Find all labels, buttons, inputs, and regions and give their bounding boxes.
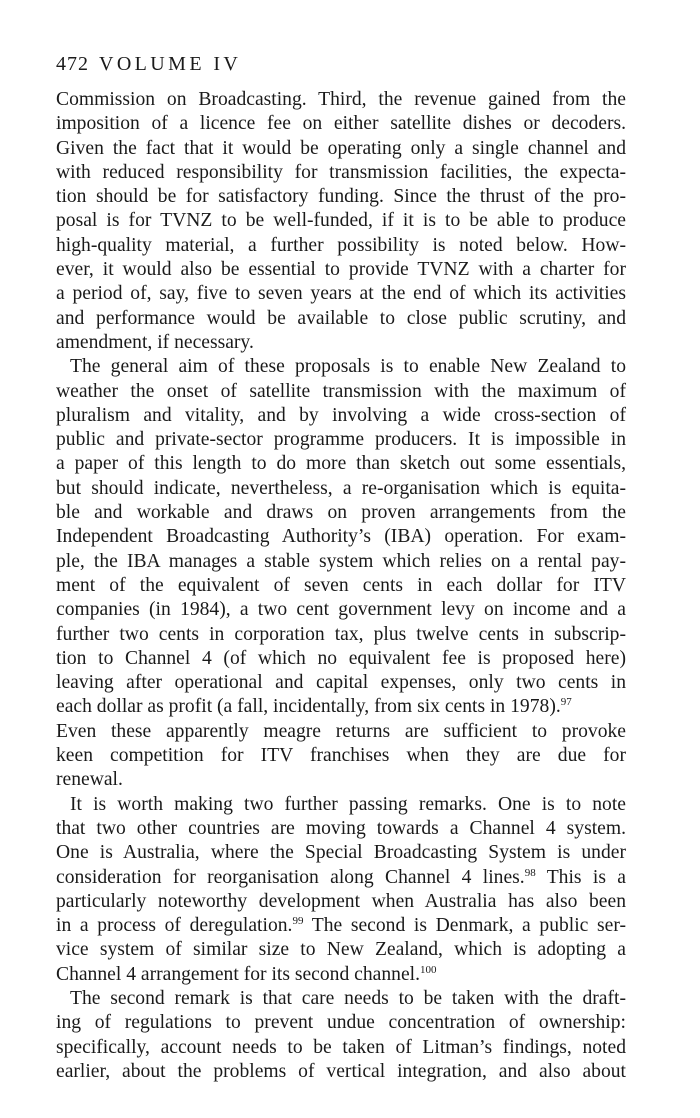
text-line: and performance would be available to close public scrutiny, and bbox=[56, 307, 626, 329]
text-line: specifically, account needs to be taken of Litman’s findings, noted bbox=[56, 1036, 626, 1058]
text-line: imposition of a licence fee on either satellite dishes or decoders. bbox=[56, 113, 626, 135]
text-line bbox=[56, 866, 626, 890]
text-line-content: The second is Denmark, a public ser- bbox=[303, 915, 626, 937]
text-line: It is worth making two further passing remarks. One is to note bbox=[70, 793, 626, 815]
text-line: ing of regulations to prevent undue concentration of ownership: bbox=[56, 1012, 626, 1034]
paragraph-4 bbox=[56, 987, 626, 1084]
text-line-content: This is a bbox=[535, 866, 626, 888]
paragraph-2 bbox=[56, 355, 626, 792]
text-line: Even these apparently meagre returns are sufficient to provoke bbox=[56, 720, 626, 742]
text-line bbox=[56, 695, 626, 719]
text-line-content: each dollar as profit (a fall, incidentally, from six cents in 1978). bbox=[56, 696, 561, 718]
text-line: Commission on Broadcasting. Third, the revenue gained from the bbox=[56, 89, 626, 110]
text-line: a period of, say, five to seven years at the end of which its activities bbox=[56, 283, 626, 305]
text-line: The second remark is that care needs to be taken with the draft- bbox=[70, 987, 626, 1009]
text-line: leaving after operational and capital expenses, only two cents in bbox=[56, 672, 626, 694]
paragraph-1 bbox=[56, 88, 626, 355]
text-line: Independent Broadcasting Authority’s (IBA) operation. For exam- bbox=[56, 526, 626, 548]
text-line: posal is for TVNZ to be well-funded, if it is to be able to produce bbox=[56, 210, 626, 232]
text-line bbox=[56, 963, 626, 987]
footnote-ref-97: 97 bbox=[560, 696, 572, 709]
text-line: but should indicate, nevertheless, a re-organisation which is equita- bbox=[56, 477, 626, 499]
text-line: further two cents in corporation tax, plus twelve cents in subscrip- bbox=[56, 623, 626, 645]
text-line: vice system of similar size to New Zealand, which is adopting a bbox=[56, 939, 626, 961]
text-line: particularly noteworthy development when Australia has also been bbox=[56, 890, 626, 912]
text-line: ment of the equivalent of seven cents in each dollar for ITV bbox=[56, 574, 626, 596]
text-line bbox=[56, 914, 626, 938]
running-head bbox=[56, 52, 626, 76]
volume-label: VOLUME IV bbox=[99, 53, 242, 75]
text-line: tion should be for satisfactory funding. Since the thrust of the pro- bbox=[56, 186, 626, 208]
page-number: 472 bbox=[56, 53, 89, 75]
text-line: The general aim of these proposals is to enable New Zealand to bbox=[70, 356, 626, 378]
text-line: companies (in 1984), a two cent government levy on income and a bbox=[56, 599, 626, 621]
footnote-ref-98: 98 bbox=[524, 866, 536, 879]
paragraph-3 bbox=[56, 793, 626, 987]
text-line: public and private-sector programme producers. It is impossible in bbox=[56, 429, 626, 451]
text-line: high-quality material, a further possibility is noted below. How- bbox=[56, 234, 626, 256]
text-line-content: in a process of deregulation. bbox=[56, 915, 293, 937]
text-line: amendment, if necessary. bbox=[56, 331, 254, 353]
text-line: ple, the IBA manages a stable system which relies on a rental pay- bbox=[56, 550, 626, 572]
text-line: a paper of this length to do more than sketch out some essentials, bbox=[56, 453, 626, 475]
text-line: that two other countries are moving towards a Channel 4 system. bbox=[56, 817, 626, 839]
text-line-content: consideration for reorganisation along Channel 4 lines. bbox=[56, 866, 525, 888]
text-line: tion to Channel 4 (of which no equivalent fee is proposed here) bbox=[56, 647, 626, 669]
text-line: renewal. bbox=[56, 769, 123, 791]
text-line: earlier, about the problems of vertical integration, and also about bbox=[56, 1060, 626, 1082]
text-line: weather the onset of satellite transmission with the maximum of bbox=[56, 380, 626, 402]
text-line: One is Australia, where the Special Broadcasting System is under bbox=[56, 842, 626, 864]
text-line: ble and workable and draws on proven arrangements from the bbox=[56, 502, 626, 524]
text-line: Given the fact that it would be operating only a single channel and bbox=[56, 137, 626, 159]
text-line: pluralism and vitality, and by involving a wide cross-section of bbox=[56, 404, 626, 426]
text-line-content: Channel 4 arrangement for its second channel. bbox=[56, 963, 420, 985]
document-page bbox=[56, 52, 626, 1084]
text-line: ever, it would also be essential to provide TVNZ with a charter for bbox=[56, 259, 626, 281]
footnote-ref-99: 99 bbox=[292, 915, 304, 928]
text-line: with reduced responsibility for transmission facilities, the expecta- bbox=[56, 161, 626, 183]
footnote-ref-100: 100 bbox=[420, 963, 437, 976]
text-line: keen competition for ITV franchises when they are due for bbox=[56, 745, 626, 767]
